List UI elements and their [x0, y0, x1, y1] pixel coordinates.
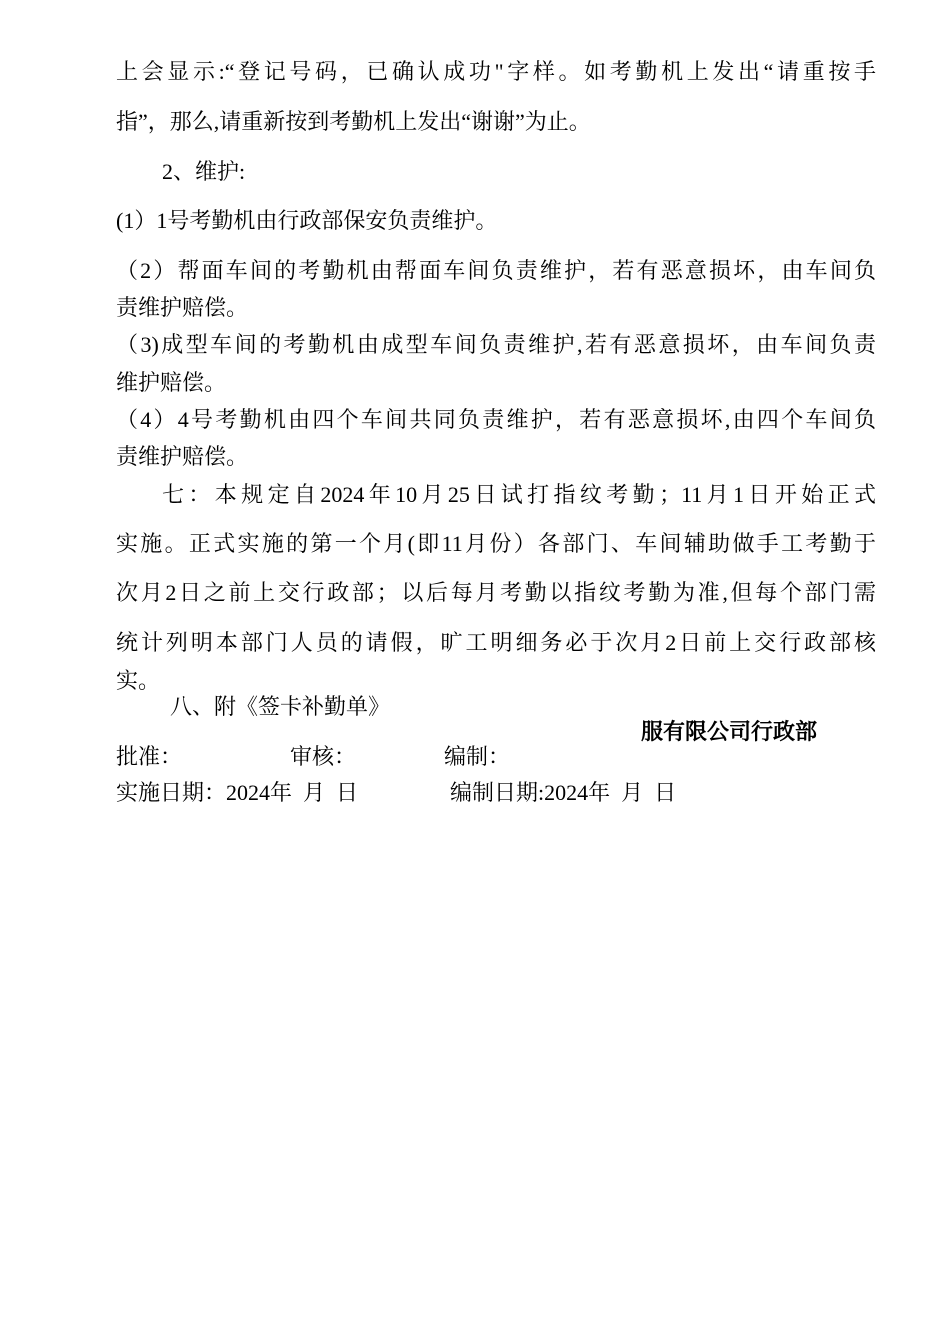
paragraph-line: 指”，那么,请重新按到考勤机上发出“谢谢”为止。 [116, 109, 591, 134]
review-label: 审核： [290, 744, 357, 769]
paragraph-line: 统计列明本部门人员的请假，旷工明细务必于次月2日前上交行政部核 [116, 631, 876, 655]
list-item: （2）帮面车间的考勤机由帮面车间负责维护，若有恶意损坏，由车间负 [116, 259, 876, 283]
section-heading-maintenance: 2、维护: [162, 159, 246, 184]
paragraph-line: 实施。正式实施的第一个月(即11月份）各部门、车间辅助做手工考勤于 [116, 532, 876, 556]
section-heading-attachment: 八、附《签卡补勤单》 [170, 694, 391, 719]
list-item: （4）4号考勤机由四个车间共同负责维护，若有恶意损坏,由四个车间负 [116, 408, 876, 432]
paragraph-line: 上会显示:“登记号码，已确认成功"字样。如考勤机上发出“请重按手 [116, 60, 876, 84]
list-item-continuation: 责维护赔偿。 [116, 295, 249, 320]
list-item-continuation: 维护赔偿。 [116, 370, 227, 395]
paragraph-line: 次月2日之前上交行政部；以后每月考勤以指纹考勤为准,但每个部门需 [116, 581, 876, 605]
list-item: (1）1号考勤机由行政部保安负责维护。 [116, 208, 498, 233]
company-department: 服有限公司行政部 [641, 719, 818, 744]
list-item-continuation: 责维护赔偿。 [116, 444, 249, 469]
compile-date: 编制日期:2024年 月 日 [450, 780, 677, 805]
compile-label: 编制： [444, 744, 511, 769]
paragraph-line: 七：本规定自2024年10月25日试打指纹考勤；11月1日开始正式 [162, 483, 876, 507]
approval-label: 批准： [116, 744, 183, 769]
effective-date: 实施日期：2024年 月 日 [116, 780, 359, 805]
paragraph-line: 实。 [116, 668, 161, 693]
list-item: （3)成型车间的考勤机由成型车间负责维护,若有恶意损坏，由车间负责 [116, 333, 876, 357]
